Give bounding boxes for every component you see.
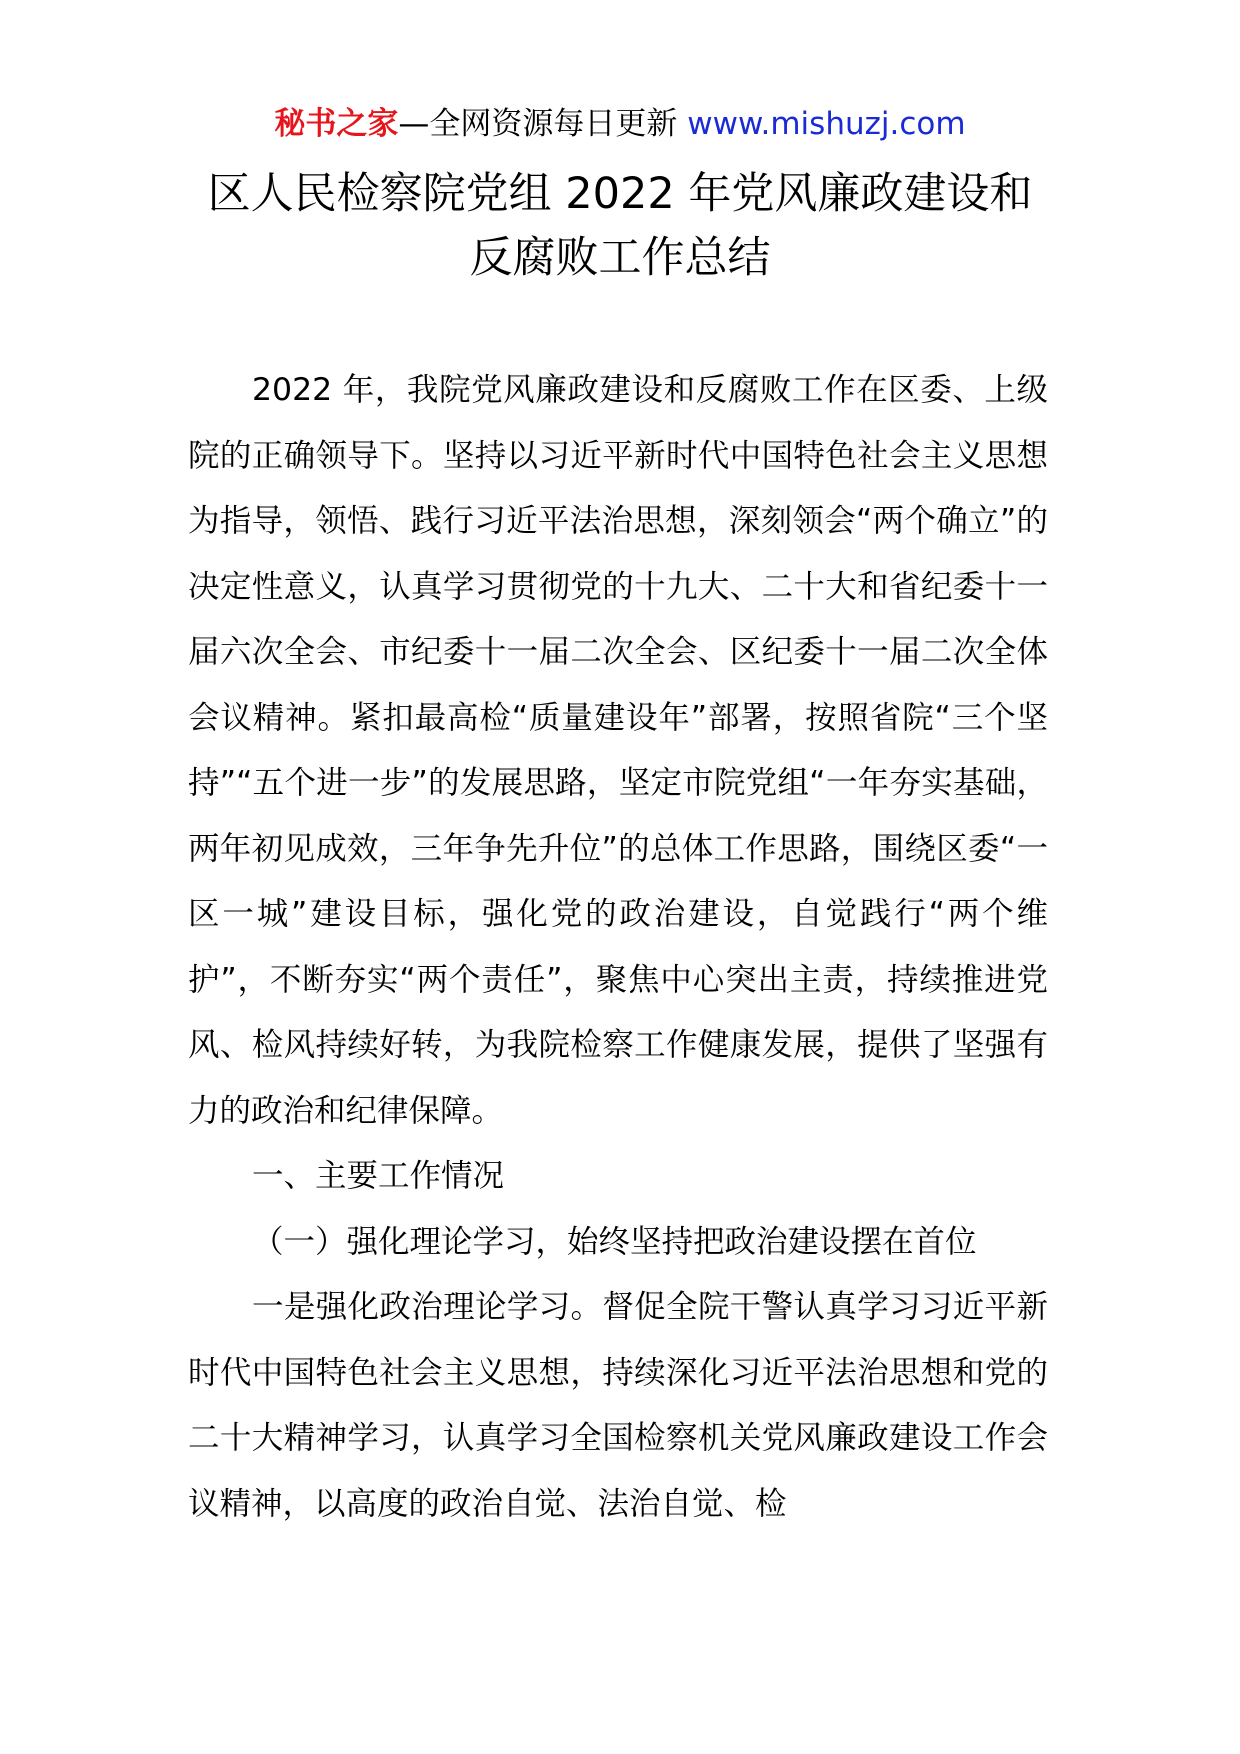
body-paragraph: 一是强化政治理论学习。督促全院干警认真学习习近平新时代中国特色社会主义思想，持续深化习近平法治思想和党的二十大精神学习，认真学习全国检察机关党风廉政建设工作会议精神，以高度的政治自觉、法治自觉、检 bbox=[188, 1289, 1048, 1522]
document-title bbox=[0, 162, 1240, 290]
site-header bbox=[0, 104, 1240, 144]
site-url-link[interactable]: www.mishuzj.com bbox=[687, 106, 966, 142]
title-line-1: 区人民检察院党组 2022 年党风廉政建设和 bbox=[207, 169, 1033, 219]
site-brand: 秘书之家 bbox=[274, 106, 399, 142]
intro-paragraph: 2022 年，我院党风廉政建设和反腐败工作在区委、上级院的正确领导下。坚持以习近平新时代中国特色社会主义思想为指导，领悟、践行习近平法治思想，深刻领会“两个确立”的决定性意义，认真学习贯彻党的十九大、二十大和省纪委十一届六次全会、市纪委十一届二次全会、区纪委十一届二次全体会议精神。紧扣最高检“质量建设年”部署，按照省院“三个坚持”“五个进一步”的发展思路，坚定市院党组“一年夯实基础，两年初见成效，三年争先升位”的总体工作思路，围绕区委“一区一城”建设目标，强化党的政治建设，自觉践行“两个维护”，不断夯实“两个责任”，聚焦中心突出主责，持续推进党风、检风持续好转，为我院检察工作健康发展，提供了坚强有力的政治和纪律保障。 bbox=[188, 372, 1048, 1129]
document-body bbox=[188, 358, 1048, 1537]
subsection-heading: （一）强化理论学习，始终坚持把政治建设摆在首位 bbox=[252, 1223, 977, 1260]
section-heading: 一、主要工作情况 bbox=[252, 1158, 505, 1194]
site-tagline: —全网资源每日更新 bbox=[398, 106, 688, 142]
title-line-2: 反腐败工作总结 bbox=[469, 233, 771, 283]
